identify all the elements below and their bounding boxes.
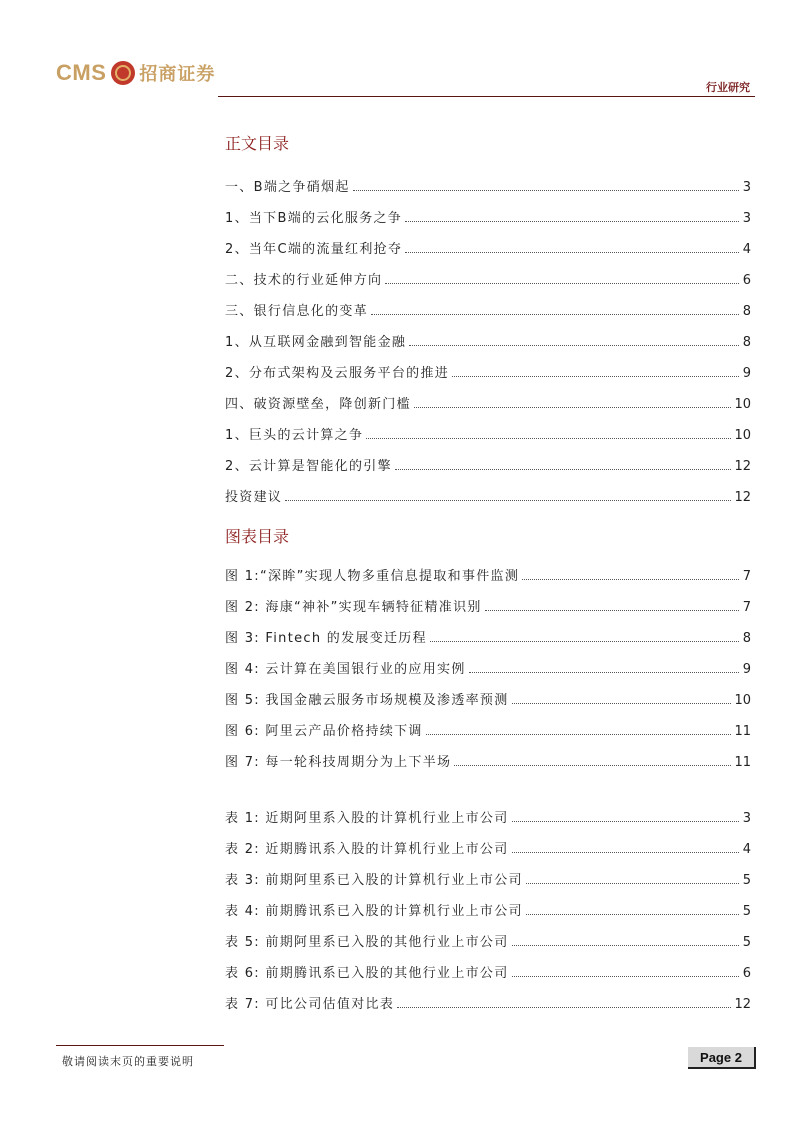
toc-entry-page: 12 (734, 997, 751, 1012)
toc-entry-page: 9 (742, 662, 751, 677)
dot-leader (526, 883, 739, 884)
contents-entry[interactable] (225, 443, 751, 474)
footer-disclaimer: 敬请阅读末页的重要说明 (62, 1055, 194, 1068)
toc-entry-title: 二、技术的行业延伸方向 (225, 273, 383, 288)
table-entry[interactable] (225, 950, 751, 981)
contents-entry[interactable] (225, 226, 751, 257)
toc-entry-page: 3 (742, 811, 751, 826)
toc-entry-page: 10 (734, 428, 751, 443)
contents-entry[interactable] (225, 412, 751, 443)
toc-entry-title: 1、巨头的云计算之争 (225, 428, 364, 443)
toc-entry-page: 11 (734, 724, 751, 739)
table-entry[interactable] (225, 857, 751, 888)
contents-list (225, 164, 751, 505)
logo-chinese: 招商证券 (139, 64, 216, 85)
dot-leader (385, 283, 739, 284)
toc-entry-page: 4 (742, 242, 751, 257)
page-number-badge: Page 2 (688, 1047, 756, 1069)
toc-entry-page: 8 (742, 304, 751, 319)
dot-leader (366, 438, 731, 439)
dot-leader (395, 469, 732, 470)
contents-title: 正文目录 (225, 134, 290, 153)
toc-entry-page: 6 (742, 966, 751, 981)
toc-entry-page: 10 (734, 693, 751, 708)
dot-leader (353, 190, 739, 191)
contents-entry[interactable] (225, 319, 751, 350)
dot-leader (485, 610, 739, 611)
contents-entry[interactable] (225, 381, 751, 412)
toc-entry-page: 5 (742, 904, 751, 919)
toc-entry-title: 图 5: 我国金融云服务市场规模及渗透率预测 (225, 693, 509, 708)
toc-entry-title: 图 6: 阿里云产品价格持续下调 (225, 724, 423, 739)
report-category: 行业研究 (706, 81, 750, 94)
cms-logo (56, 60, 215, 86)
toc-entry-title: 一、B端之争硝烟起 (225, 180, 350, 195)
dot-leader (405, 252, 739, 253)
toc-entry-title: 表 7: 可比公司估值对比表 (225, 997, 395, 1012)
toc-entry-title: 图 7: 每一轮科技周期分为上下半场 (225, 755, 452, 770)
header-divider (218, 96, 755, 97)
dot-leader (397, 1007, 731, 1008)
dot-leader (512, 821, 739, 822)
toc-entry-title: 1、当下B端的云化服务之争 (225, 211, 403, 226)
toc-entry-title: 图 3: Fintech 的发展变迁历程 (225, 631, 427, 646)
dot-leader (454, 765, 731, 766)
logo-latin: CMS (56, 60, 107, 85)
toc-entry-page: 9 (742, 366, 751, 381)
page-header (0, 0, 793, 100)
table-entry[interactable] (225, 919, 751, 950)
toc-entry-page: 8 (742, 631, 751, 646)
toc-entry-title: 2、云计算是智能化的引擎 (225, 459, 392, 474)
toc-entry-page: 6 (742, 273, 751, 288)
dot-leader (469, 672, 739, 673)
toc-entry-title: 图 4: 云计算在美国银行业的应用实例 (225, 662, 466, 677)
table-entry[interactable] (225, 888, 751, 919)
dot-leader (285, 500, 731, 501)
tables-list (225, 795, 751, 1012)
figure-entry[interactable] (225, 553, 751, 584)
table-entry[interactable] (225, 826, 751, 857)
toc-entry-page: 3 (742, 180, 751, 195)
contents-entry[interactable] (225, 474, 751, 505)
logo-seal-icon (111, 61, 135, 85)
toc-entry-title: 2、分布式架构及云服务平台的推进 (225, 366, 450, 381)
toc-entry-page: 7 (742, 600, 751, 615)
figure-entry[interactable] (225, 615, 751, 646)
figure-entry[interactable] (225, 677, 751, 708)
toc-entry-title: 表 4: 前期腾讯系已入股的计算机行业上市公司 (225, 904, 523, 919)
dot-leader (371, 314, 739, 315)
toc-entry-title: 投资建议 (225, 490, 283, 505)
figure-entry[interactable] (225, 646, 751, 677)
figures-list (225, 553, 751, 770)
figure-entry[interactable] (225, 708, 751, 739)
toc-entry-title: 2、当年C端的流量红利抢夺 (225, 242, 403, 257)
toc-entry-page: 12 (734, 459, 751, 474)
toc-entry-page: 8 (742, 335, 751, 350)
toc-entry-title: 表 2: 近期腾讯系入股的计算机行业上市公司 (225, 842, 509, 857)
contents-entry[interactable] (225, 288, 751, 319)
dot-leader (522, 579, 739, 580)
dot-leader (512, 703, 732, 704)
toc-entry-title: 表 5: 前期阿里系已入股的其他行业上市公司 (225, 935, 509, 950)
contents-entry[interactable] (225, 350, 751, 381)
toc-entry-page: 3 (742, 211, 751, 226)
dot-leader (526, 914, 739, 915)
toc-entry-title: 三、银行信息化的变革 (225, 304, 369, 319)
dot-leader (405, 221, 739, 222)
toc-entry-title: 四、破资源壁垒，降创新门槛 (225, 397, 411, 412)
dot-leader (409, 345, 739, 346)
contents-entry[interactable] (225, 257, 751, 288)
figures-title: 图表目录 (225, 527, 290, 546)
table-entry[interactable] (225, 981, 751, 1012)
toc-entry-title: 图 1:“深眸”实现人物多重信息提取和事件监测 (225, 569, 520, 584)
contents-entry[interactable] (225, 195, 751, 226)
toc-entry-page: 5 (742, 873, 751, 888)
toc-entry-page: 7 (742, 569, 751, 584)
dot-leader (426, 734, 732, 735)
toc-entry-page: 10 (734, 397, 751, 412)
figure-entry[interactable] (225, 739, 751, 770)
toc-entry-title: 1、从互联网金融到智能金融 (225, 335, 407, 350)
toc-entry-title: 图 2: 海康“神补”实现车辆特征精准识别 (225, 600, 482, 615)
dot-leader (430, 641, 739, 642)
contents-entry[interactable] (225, 164, 751, 195)
footer-divider (56, 1045, 224, 1046)
dot-leader (414, 407, 732, 408)
toc-entry-title: 表 6: 前期腾讯系已入股的其他行业上市公司 (225, 966, 509, 981)
toc-entry-title: 表 3: 前期阿里系已入股的计算机行业上市公司 (225, 873, 523, 888)
toc-entry-page: 11 (734, 755, 751, 770)
dot-leader (452, 376, 739, 377)
table-entry[interactable] (225, 795, 751, 826)
dot-leader (512, 976, 739, 977)
figure-entry[interactable] (225, 584, 751, 615)
dot-leader (512, 945, 739, 946)
toc-entry-page: 4 (742, 842, 751, 857)
toc-entry-title: 表 1: 近期阿里系入股的计算机行业上市公司 (225, 811, 509, 826)
dot-leader (512, 852, 739, 853)
toc-entry-page: 5 (742, 935, 751, 950)
toc-entry-page: 12 (734, 490, 751, 505)
